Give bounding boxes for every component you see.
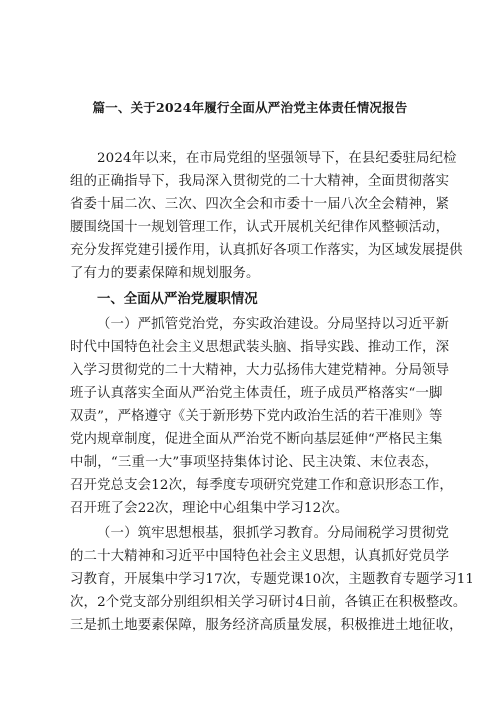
document-title: 篇一、关于2024年履行全面从严治党主体责任情况报告 (92, 100, 408, 115)
paragraph-line: 的二十大精神和习近平中国特色社会主义思想，认真抓好党员学 (70, 549, 450, 564)
intro-line: 省委十届二次、三次、四次全会和市委十一届八次全会精神，紧 (70, 197, 450, 212)
section-heading: 一、全面从严治党履职情况 (97, 291, 258, 307)
paragraph-line: 召开党总支会12次，每季度专项研究党建工作和意识形态工作， (70, 478, 453, 493)
intro-line: 充分发挥党建引援作用，认真抓好各项工作落实，为区域发展提供 (70, 243, 463, 258)
paragraph-line: 时代中国特色社会主义思想武装头脑、指导实践、推动工作，深 (70, 340, 450, 355)
paragraph-line: 次，2个党支部分别组织相关学习研讨4日前，各镇正在积极整改。 (70, 595, 467, 610)
paragraph-line: 习教育，开展集中学习17次，专题党课10次，主题教育专题学习11 (70, 572, 475, 587)
intro-line: 腰围绕国十一规划管理工作，认式开展机关纪律作风整顿活动， (70, 220, 450, 235)
intro-line: 组的正确指导下，我局深入贯彻党的二十大精神，全面贯彻落实 (70, 174, 450, 189)
paragraph-line: （一）筑牢思想根基，狠抓学习教育。分局闹税学习贯彻党 (97, 526, 450, 541)
paragraph-line: 双责”，严格遵守《关于新形势下党内政治生活的若干准则》等 (70, 409, 443, 424)
intro-line: 2024年以来，在市局党组的坚强领导下，在县纪委驻局纪检 (97, 151, 457, 166)
paragraph-line: 党内规章制度，促进全面从严治党不断向基层延伸“严格民主集 (70, 432, 443, 447)
paragraph-line: 召开班了会22次，理论中心组集中学习12次。 (70, 501, 349, 516)
paragraph-line: 三是抓土地要素保障，服务经济高质量发展，积极推进土地征收， (70, 618, 463, 633)
paragraph-line: 入学习贯彻党的二十大精神，大力弘扬伟大建党精神。分局领导 (70, 363, 450, 378)
intro-line: 了有力的要素保障和规划服务。 (70, 266, 260, 281)
paragraph-line: （一）严抓管党治党，夯实政治建设。分局坚持以习近平新 (97, 317, 450, 332)
paragraph-line: 班子认真落实全面从严治党主体责任，班子成员严格落实“一脚 (70, 386, 443, 401)
paragraph-line: 中制，“三重一大”事项坚持集体讨论、民主决策、末位表态， (70, 455, 438, 470)
